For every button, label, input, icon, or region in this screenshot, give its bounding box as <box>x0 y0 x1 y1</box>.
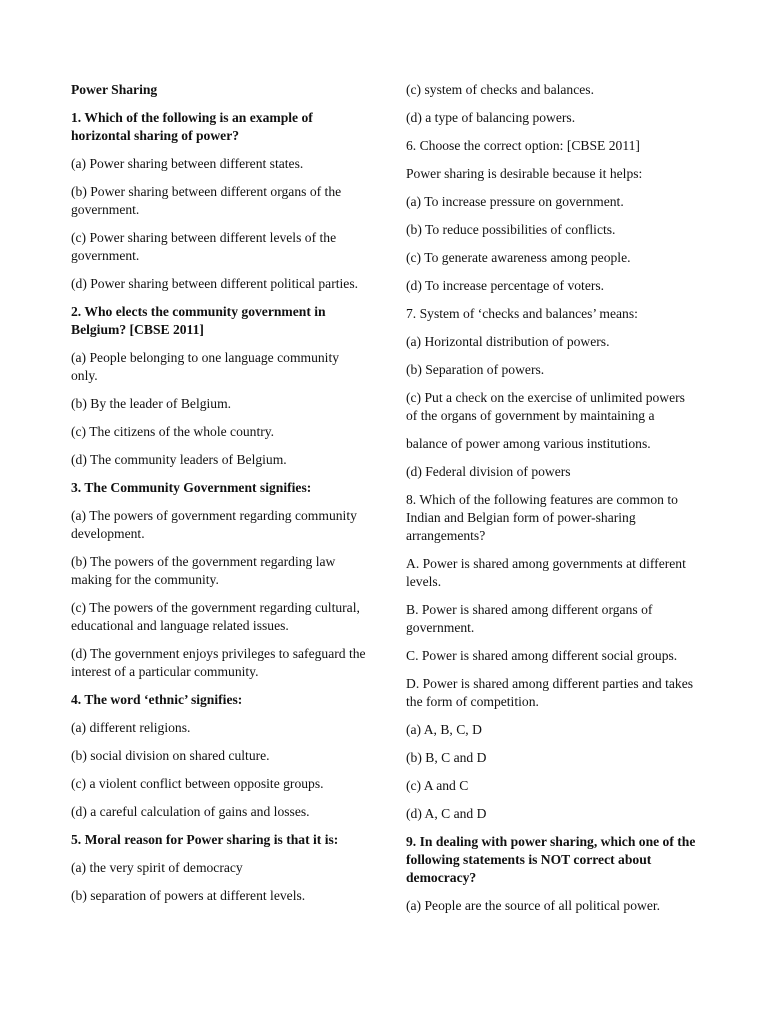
paragraph: (b) Power sharing between different organs of the government. <box>71 184 342 217</box>
paragraph: (c) To generate awareness among people. <box>406 250 631 265</box>
question-heading: 9. In dealing with power sharing, which one of the following statements is NOT correct about democracy? <box>406 834 696 885</box>
question-heading: Power Sharing <box>71 82 158 97</box>
paragraph: (a) To increase pressure on government. <box>406 194 624 209</box>
paragraph: (d) Federal division of powers <box>406 464 571 479</box>
paragraph: (b) separation of powers at different levels. <box>71 888 306 903</box>
paragraph: (c) The citizens of the whole country. <box>71 424 275 439</box>
paragraph: 7. System of ‘checks and balances’ means: <box>406 306 638 321</box>
paragraph: (a) People are the source of all political power. <box>406 898 661 913</box>
paragraph: (d) a careful calculation of gains and losses. <box>71 804 310 819</box>
paragraph: (d) Power sharing between different political parties. <box>71 276 359 291</box>
paragraph: (b) B, C and D <box>406 750 487 765</box>
paragraph: (a) the very spirit of democracy <box>71 860 243 875</box>
paragraph: (b) Separation of powers. <box>406 362 545 377</box>
paragraph: (b) The powers of the government regarding law making for the community. <box>71 554 336 587</box>
paragraph: D. Power is shared among different parties and takes the form of competition. <box>406 676 694 709</box>
paragraph: (c) system of checks and balances. <box>406 82 594 97</box>
paragraph: (d) To increase percentage of voters. <box>406 278 605 293</box>
paragraph: C. Power is shared among different social groups. <box>406 648 678 663</box>
paragraph: 6. Choose the correct option: [CBSE 2011] <box>406 138 640 153</box>
paragraph: (c) The powers of the government regarding cultural, educational and language related issues. <box>71 600 360 633</box>
paragraph: A. Power is shared among governments at different levels. <box>406 556 686 589</box>
paragraph: (b) To reduce possibilities of conflicts. <box>406 222 616 237</box>
right-column <box>406 81 698 925</box>
paragraph: (d) a type of balancing powers. <box>406 110 576 125</box>
paragraph: (d) A, C and D <box>406 806 487 821</box>
paragraph: (b) social division on shared culture. <box>71 748 270 763</box>
question-heading: 3. The Community Government signifies: <box>71 480 312 495</box>
paragraph: (a) Power sharing between different states. <box>71 156 304 171</box>
paragraph: (d) The community leaders of Belgium. <box>71 452 287 467</box>
paragraph: 8. Which of the following features are common to Indian and Belgian form of power-sharing arrangements? <box>406 492 678 543</box>
paragraph: (a) different religions. <box>71 720 191 735</box>
paragraph: Power sharing is desirable because it helps: <box>406 166 643 181</box>
question-heading: 4. The word ‘ethnic’ signifies: <box>71 692 243 707</box>
paragraph: (d) The government enjoys privileges to safeguard the interest of a particular community. <box>71 646 366 679</box>
paragraph: (c) A and C <box>406 778 469 793</box>
left-column <box>71 81 367 915</box>
paragraph: (c) Power sharing between different levels of the government. <box>71 230 337 263</box>
question-heading: 1. Which of the following is an example of horizontal sharing of power? <box>71 110 313 143</box>
paragraph: B. Power is shared among different organs of government. <box>406 602 653 635</box>
paragraph: balance of power among various institutions. <box>406 436 651 451</box>
paragraph: (c) Put a check on the exercise of unlimited powers of the organs of government by maintaining a <box>406 390 685 423</box>
question-heading: 2. Who elects the community government in Belgium? [CBSE 2011] <box>71 304 326 337</box>
paragraph: (a) The powers of government regarding community development. <box>71 508 357 541</box>
paragraph: (a) A, B, C, D <box>406 722 482 737</box>
paragraph: (c) a violent conflict between opposite groups. <box>71 776 324 791</box>
question-heading: 5. Moral reason for Power sharing is that it is: <box>71 832 339 847</box>
paragraph: (b) By the leader of Belgium. <box>71 396 232 411</box>
paragraph: (a) Horizontal distribution of powers. <box>406 334 610 349</box>
paragraph: (a) People belonging to one language community only. <box>71 350 340 383</box>
